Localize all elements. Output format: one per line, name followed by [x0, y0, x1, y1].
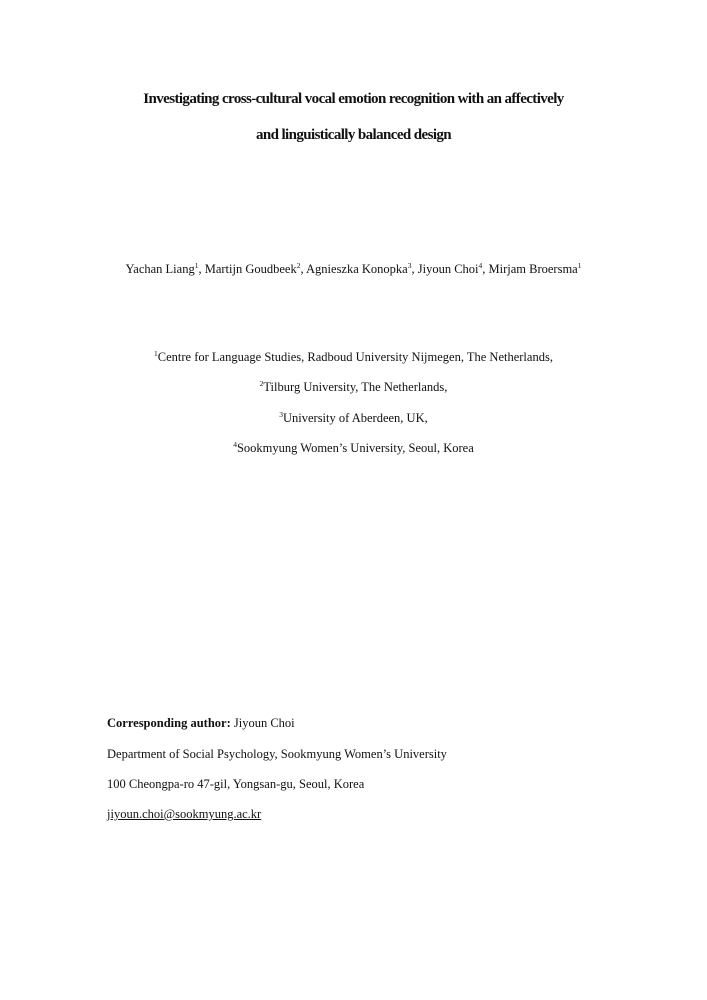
corresponding-author-label: Corresponding author: — [107, 716, 231, 730]
corresponding-author-name: Jiyoun Choi — [230, 716, 295, 730]
affiliation-1 — [0, 350, 707, 365]
affiliation-mark: 4 — [233, 439, 237, 449]
affiliation-3 — [0, 411, 707, 426]
author — [418, 262, 489, 276]
affiliation-mark: 1 — [154, 348, 158, 358]
author-separator: , — [482, 262, 489, 276]
author-separator: , — [198, 262, 205, 276]
author-name: Martijn Goudbeek — [204, 262, 297, 276]
corresponding-email-link[interactable]: jiyoun.choi@sookmyung.ac.kr — [107, 807, 262, 821]
corresponding-department: Department of Social Psychology, Sookmyung Women’s University — [107, 747, 447, 761]
author-affiliation-mark: 3 — [407, 260, 412, 270]
author-name: Yachan Liang — [125, 262, 195, 276]
affiliation-text: Sookmyung Women’s University, Seoul, Korea — [236, 441, 474, 455]
author-list — [0, 262, 707, 277]
paper-title-line-1: Investigating cross-cultural vocal emotion recognition with an affectively — [143, 91, 564, 107]
affiliation-2 — [0, 380, 707, 395]
author-name: Jiyoun Choi — [417, 262, 479, 276]
affiliation-text: Centre for Language Studies, Radboud University Nijmegen, The Netherlands, — [157, 350, 553, 364]
affiliation-text: University of Aberdeen, UK, — [282, 411, 428, 425]
author-name: Agnieszka Konopka — [306, 262, 408, 276]
author — [205, 262, 306, 276]
author — [489, 262, 582, 276]
author-affiliation-mark: 1 — [194, 260, 199, 270]
paper-title-line-2: and linguistically balanced design — [255, 127, 452, 143]
corresponding-address: 100 Cheongpa-ro 47-gil, Yongsan-gu, Seoul, Korea — [107, 777, 365, 791]
author-affiliation-mark: 4 — [478, 260, 483, 270]
author-separator: , — [411, 262, 418, 276]
author — [306, 262, 418, 276]
author-name: Mirjam Broersma — [488, 262, 578, 276]
affiliation-mark: 2 — [259, 378, 264, 388]
corresponding-author-line — [107, 716, 295, 731]
author-separator: , — [300, 262, 307, 276]
author-affiliation-mark: 2 — [296, 260, 301, 270]
affiliation-4 — [0, 441, 707, 456]
affiliation-text: Tilburg University, The Netherlands, — [263, 380, 448, 394]
author-affiliation-mark: 1 — [577, 260, 582, 270]
affiliation-mark: 3 — [279, 409, 283, 419]
author — [126, 262, 205, 276]
